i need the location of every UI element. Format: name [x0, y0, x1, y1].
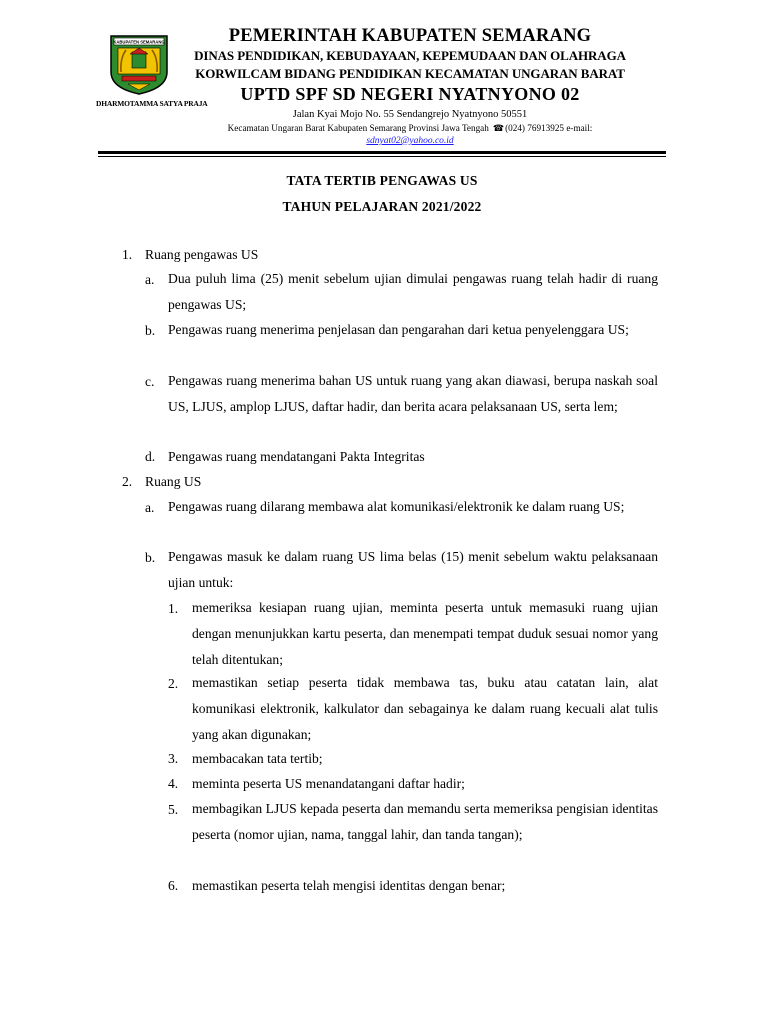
letterhead-korwilcam: KORWILCAM BIDANG PENDIDIKAN KECAMATAN UNGARAN BARAT	[195, 66, 625, 81]
list-item: Pengawas ruang menerima penjelasan dan pengarahan dari ketua penyelenggara US;	[168, 322, 629, 337]
letterhead-department: DINAS PENDIDIKAN, KEBUDAYAAN, KEPEMUDAAN DAN OLAHRAGA	[194, 48, 626, 63]
list-item: Pengawas ruang menerima bahan US untuk ruang yang akan diawasi, berupa naskah soal US, LJUS, amplop LJUS, daftar hadir, dan berita acara pelaksanaan US, serta lem;	[168, 373, 658, 414]
subitem: memeriksa kesiapan ruang ujian, meminta peserta untuk memasuki ruang ujian dengan menunjukkan kartu peserta, dan menempati tempat duduk sesuai nomor yang telah ditentukan;	[192, 600, 658, 667]
item-letter: a.	[145, 272, 155, 287]
section-heading: Ruang pengawas US	[145, 247, 259, 262]
list-item: Dua puluh lima (25) menit sebelum ujian dimulai pengawas ruang telah hadir di ruang pengawas US;	[168, 271, 658, 312]
item-letter: b.	[145, 323, 156, 338]
subitem-number: 5.	[168, 802, 179, 817]
item-letter: b.	[145, 550, 156, 565]
letterhead-phone: (024) 76913925 e-mail:	[505, 123, 593, 133]
section-number: 2.	[122, 474, 133, 489]
list-item: Pengawas ruang dilarang membawa alat komunikasi/elektronik ke dalam ruang US;	[168, 499, 625, 514]
letterhead-divider-thin	[98, 156, 666, 157]
motto-text: DHARMOTAMMA SATYA PRAJA	[96, 99, 208, 108]
subitem-number: 3.	[168, 751, 179, 766]
letterhead-email-link[interactable]: sdnyat02@yahoo.co.id	[366, 136, 454, 146]
letterhead-region: Kecamatan Ungaran Barat Kabupaten Semarang Provinsi Jawa Tengah	[227, 123, 489, 133]
list-item: Pengawas masuk ke dalam ruang US lima belas (15) menit sebelum waktu pelaksanaan ujian untuk:	[168, 549, 658, 590]
section-heading: Ruang US	[145, 474, 202, 489]
subitem: memastikan setiap peserta tidak membawa tas, buku atau catatan lain, alat komunikasi elektronik, kalkulator dan sebagainya ke dalam ruang kecuali alat tulis yang akan digunakan;	[192, 675, 658, 742]
subitem: membagikan LJUS kepada peserta dan memandu serta memeriksa pengisian identitas peserta (nomor ujian, nama, tanggal lahir, dan tanda tangan);	[192, 801, 658, 842]
telephone-icon: ☎	[492, 123, 505, 133]
subitem: meminta peserta US menandatangani daftar hadir;	[192, 776, 465, 791]
subitem-number: 1.	[168, 601, 179, 616]
letterhead-divider-thick	[98, 151, 666, 154]
subitem: memastikan peserta telah mengisi identitas dengan benar;	[192, 878, 506, 893]
section-number: 1.	[122, 247, 133, 262]
subitem-number: 4.	[168, 776, 179, 791]
svg-text:KABUPATEN SEMARANG: KABUPATEN SEMARANG	[113, 39, 165, 45]
letterhead-address: Jalan Kyai Mojo No. 55 Sendangrejo Nyatnyono 50551	[292, 109, 528, 120]
letterhead-school: UPTD SPF SD NEGERI NYATNYONO 02	[240, 84, 580, 104]
item-letter: c.	[145, 374, 155, 389]
subitem: membacakan tata tertib;	[192, 751, 323, 766]
list-item: Pengawas ruang mendatangani Pakta Integritas	[168, 449, 425, 464]
document-title: TATA TERTIB PENGAWAS US	[286, 173, 478, 188]
item-letter: a.	[145, 500, 155, 515]
item-letter: d.	[145, 449, 156, 464]
letterhead-government: PEMERINTAH KABUPATEN SEMARANG	[228, 26, 592, 46]
letterhead-contact	[160, 123, 660, 134]
document-subtitle: TAHUN PELAJARAN 2021/2022	[282, 199, 482, 214]
subitem-number: 2.	[168, 676, 179, 691]
subitem-number: 6.	[168, 878, 179, 893]
